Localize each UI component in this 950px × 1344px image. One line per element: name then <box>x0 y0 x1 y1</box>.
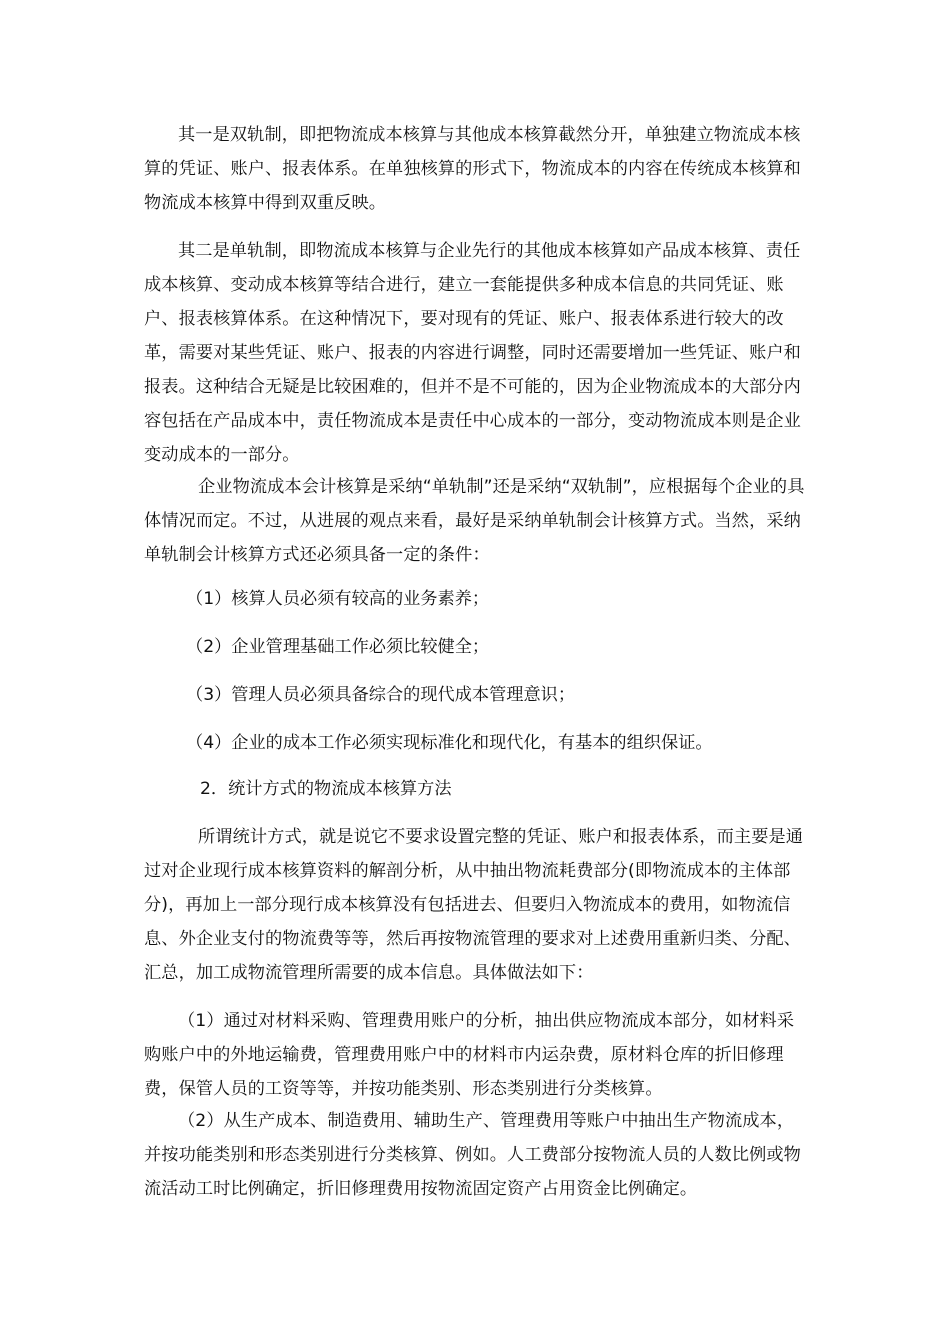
condition-item-3: （3）管理人员必须具备综合的现代成本管理意识； <box>186 685 576 705</box>
paragraph-step-2: （2）从生产成本、制造费用、辅助生产、管理费用等账户中抽出生产物流成本，并按功能类别和形态类别进行分类核算、例如。人工费部分按物流人员的人数比例或物流活动工时比例确定，折旧修理费用按物流固定资产占用资金比例确定。 <box>144 1111 801 1199</box>
paragraph-single-track: 其二是单轨制，即物流成本核算与企业先行的其他成本核算如产品成本核算、责任成本核算、变动成本核算等结合进行，建立一套能提供多种成本信息的共同凭证、账户、报表核算体系。在这种情况下，要对现有的凭证、账户、报表体系进行较大的改革，需要对某些凭证、账户、报表的内容进行调整，同时还需要增加一些凭证、账户和报表。这种结合无疑是比较困难的，但并不是不可能的，因为企业物流成本的大部分内容包括在产品成本中，责任物流成本是责任中心成本的一部分，变动物流成本则是企业变动成本的一部分。 <box>144 241 801 465</box>
condition-item-4: （4）企业的成本工作必须实现标准化和现代化，有基本的组织保证。 <box>186 733 713 753</box>
condition-item-2: （2）企业管理基础工作必须比较健全； <box>186 637 490 657</box>
condition-item-1: （1）核算人员必须有较高的业务素养； <box>186 589 490 609</box>
paragraph-dual-track: 其一是双轨制，即把物流成本核算与其他成本核算截然分开，单独建立物流成本核算的凭证、账户、报表体系。在单独核算的形式下，物流成本的内容在传统成本核算和物流成本核算中得到双重反映。 <box>144 125 801 213</box>
paragraph-statistical-method: 所谓统计方式，就是说它不要求设置完整的凭证、账户和报表体系，而主要是通过对企业现行成本核算资料的解剖分析，从中抽出物流耗费部分(即物流成本的主体部分)，再加上一部分现行成本核算没有包括进去、但要归入物流成本的费用，如物流信息、外企业支付的物流费等等，然后再按物流管理的要求对上述费用重新归类、分配、汇总，加工成物流管理所需要的成本信息。具体做法如下： <box>144 827 804 983</box>
section-heading: 2．统计方式的物流成本核算方法 <box>200 779 452 799</box>
paragraph-step-1: （1）通过对材料采购、管理费用账户的分析，抽出供应物流成本部分，如材料采购账户中的外地运输费，管理费用账户中的材料市内运杂费，原材料仓库的折旧修理费，保管人员的工资等等，并按功能类别、形态类别进行分类核算。 <box>144 1011 795 1099</box>
paragraph-method-choice: 企业物流成本会计核算是采纳“单轨制”还是采纳“双轨制”，应根据每个企业的具体情况而定。不过，从进展的观点来看，最好是采纳单轨制会计核算方式。当然，采纳单轨制会计核算方式还必须具备一定的条件： <box>144 477 805 565</box>
